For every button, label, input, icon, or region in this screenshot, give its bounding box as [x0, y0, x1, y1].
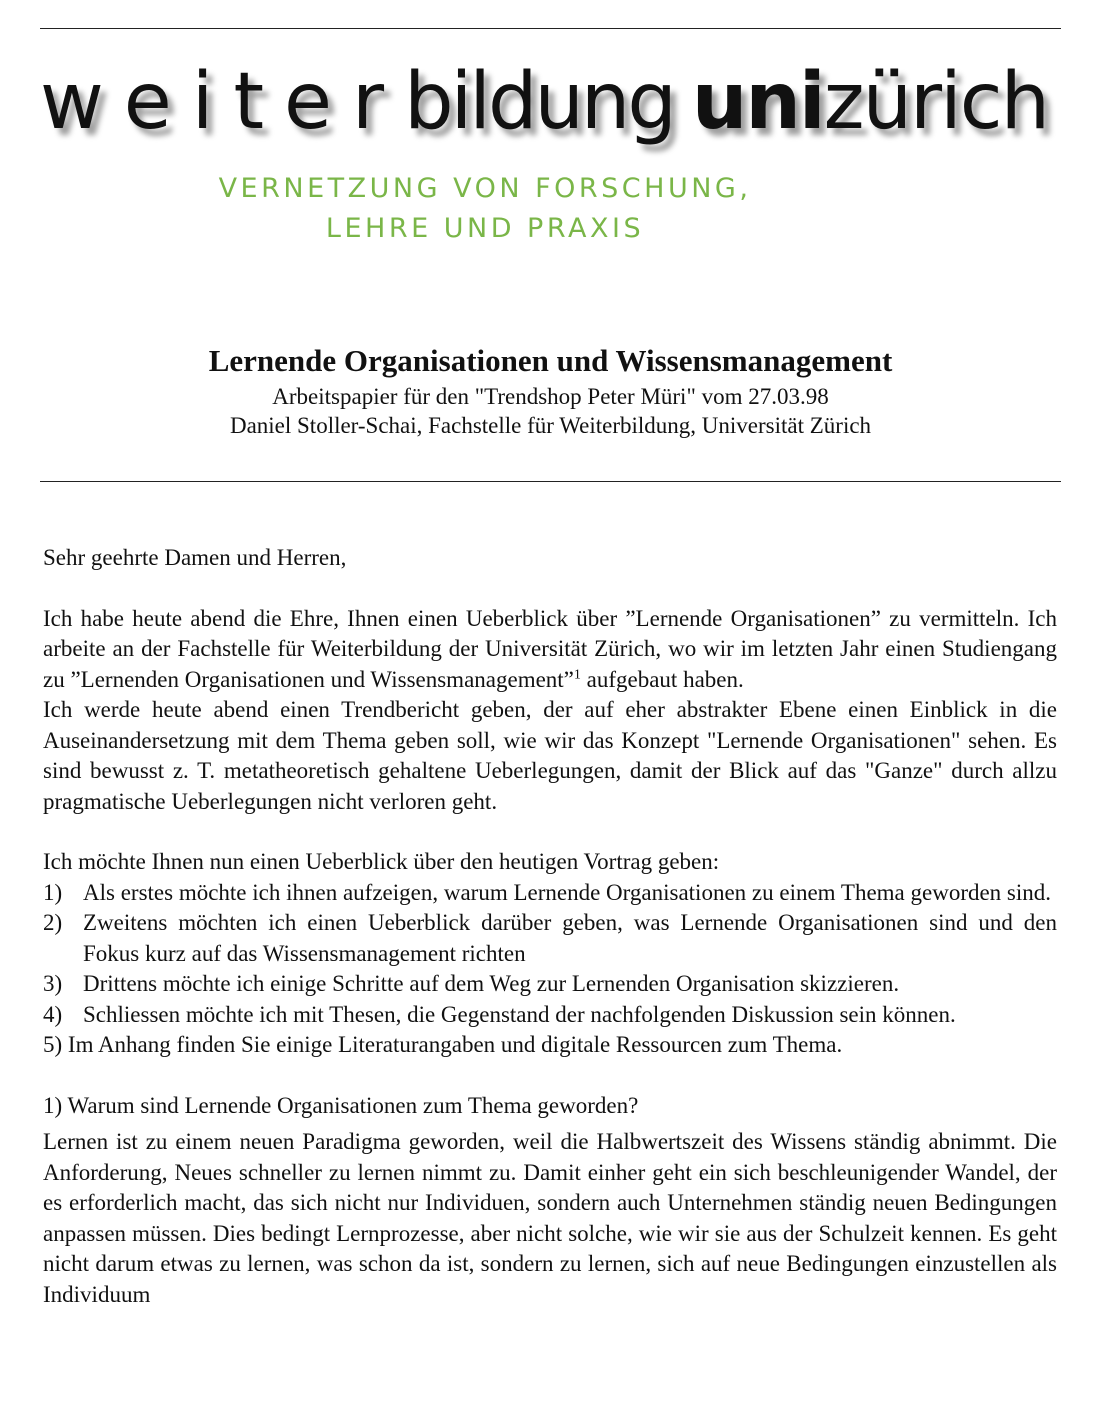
- agenda-item-text: Als erstes möchte ich ihnen aufzeigen, warum Lernende Organisationen zu einem Thema geworden sind.: [83, 879, 1052, 905]
- intro-paragraph: [43, 604, 1057, 696]
- agenda-item: [43, 1000, 1057, 1031]
- agenda-item: [43, 908, 1057, 969]
- salutation: Sehr geehrte Damen und Herren,: [43, 545, 347, 570]
- document-header: [40, 340, 1061, 440]
- intro-text-end: aufgebaut haben.: [580, 666, 744, 692]
- top-rule: [40, 28, 1061, 29]
- agenda-item-text: Zweitens möchten ich einen Ueberblick darüber geben, was Lernende Organisationen sind und den Fokus kurz auf das Wissensmanagement richten: [83, 910, 1057, 966]
- agenda-item-text: Drittens möchte ich einige Schritte auf dem Weg zur Lernenden Organisation skizzieren.: [83, 971, 900, 996]
- logo-word-uni: uni: [691, 57, 824, 147]
- header-divider: [40, 481, 1061, 482]
- agenda-item-number: 3): [43, 971, 63, 996]
- section-1-heading: 1) Warum sind Lernende Organisationen zum Thema geworden?: [43, 1092, 639, 1118]
- weiterbildung-unizurich-logo: [40, 52, 1049, 252]
- agenda-item-number: 1): [43, 879, 63, 905]
- agenda-item-appendix: 5) Im Anhang finden Sie einige Literaturangaben und digitale Ressourcen zum Thema.: [43, 1032, 843, 1057]
- agenda-item: [43, 878, 1057, 909]
- trend-paragraph: Ich werde heute abend einen Trendbericht geben, der auf eher abstrakter Ebene einen Einblick in die Auseinandersetzung mit dem Thema geben soll, wie wir das Konzept "Lernende Organisationen" sehen. Es sind bewusst z. T. metatheoretisch gehaltene Ueberlegungen, damit der Blick auf das "Ganze" durch allzu pragmatische Ueberlegungen nicht verloren geht.: [43, 697, 1057, 814]
- logo-wordmark: [40, 52, 1048, 152]
- agenda-intro: Ich möchte Ihnen nun einen Ueberblick über den heutigen Vortrag geben:: [43, 849, 720, 874]
- logo-tagline-line2: LEHRE UND PRAXIS: [325, 213, 645, 244]
- agenda-item-text: Schliessen möchte ich mit Thesen, die Gegenstand der nachfolgenden Diskussion sein können.: [83, 1001, 956, 1027]
- section-1-paragraph: Lernen ist zu einem neuen Paradigma geworden, weil die Halbwertszeit des Wissens ständig abnimmt. Die Anforderung, Neues schneller zu lernen nimmt zu. Damit einher geht ein sich beschleunigender Wandel, der es erforderlich macht, das sich nicht nur Individuen, sondern auch Unternehmen ständig neuen Bedingungen anpassen müssen. Dies bedingt Lernprozesse, aber nicht solche, wie wir sie aus der Schulzeit kennen. Es geht nicht darum etwas zu lernen, was schon da ist, sondern zu lernen, sich auf neue Bedingungen einzustellen als Individuum: [43, 1129, 1057, 1307]
- logo-word-bildung: bildung: [404, 57, 674, 147]
- document-subtitle: Arbeitspapier für den "Trendshop Peter Müri" vom 27.03.98: [272, 384, 829, 409]
- document-body: [43, 543, 1057, 1310]
- agenda-item-number: 4): [43, 1001, 63, 1027]
- intro-text: Ich habe heute abend die Ehre, Ihnen einen Ueberblick über ”Lernende Organisationen” zu vermitteln. Ich arbeite an der Fachstelle für Weiterbildung der Universität Zürich, wo wir im letzten Jahr einen Studiengang zu ”Lernenden Organisationen und Wissensmanagement”: [43, 605, 1057, 692]
- logo-word-zurich: zürich: [823, 57, 1049, 147]
- document-author: Daniel Stoller-Schai, Fachstelle für Weiterbildung, Universität Zürich: [229, 413, 872, 438]
- agenda-item: [43, 969, 1057, 1000]
- footnote-reference[interactable]: 1: [573, 666, 581, 682]
- document-title: Lernende Organisationen und Wissensmanagement: [208, 343, 893, 378]
- agenda-list: [43, 878, 1057, 1031]
- logo-word-weiter: weiter: [40, 57, 405, 147]
- logo-tagline-line1: VERNETZUNG VON FORSCHUNG,: [218, 173, 752, 204]
- agenda-item-number: 2): [43, 910, 63, 935]
